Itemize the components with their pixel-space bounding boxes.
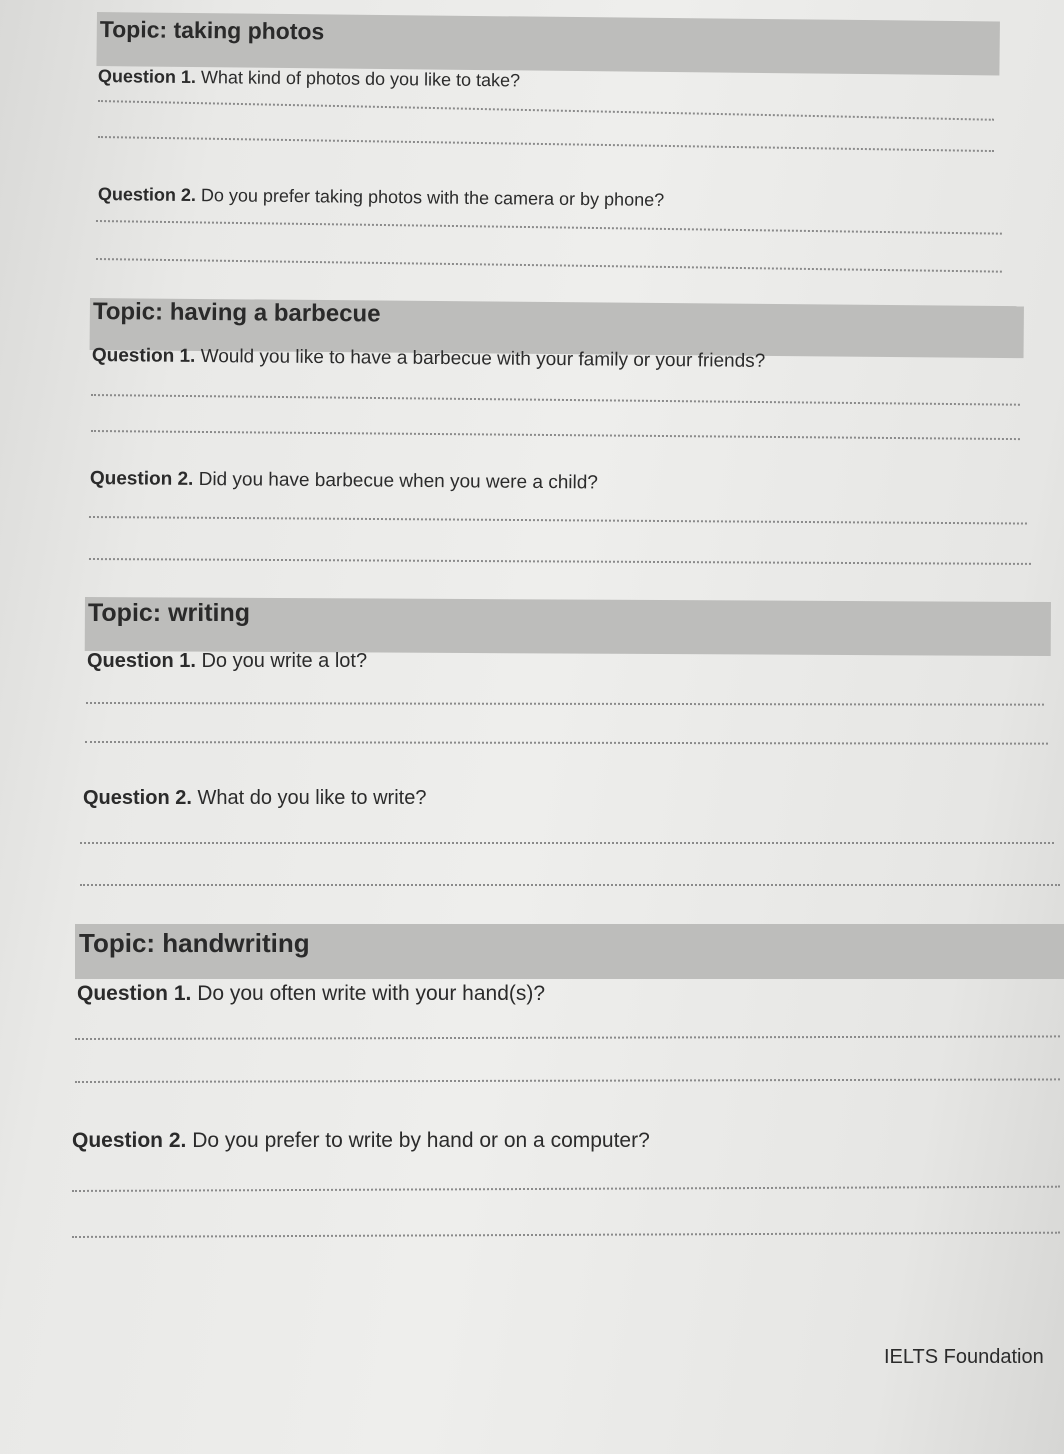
answer-line[interactable] — [72, 1186, 1060, 1192]
question-number: Question 2. — [83, 787, 192, 809]
topic-title: Topic: writing — [88, 599, 251, 627]
question-number: Question 2. — [97, 184, 197, 206]
question-text: Do you often write with your hand(s)? — [197, 982, 546, 1005]
question-number: Question 1. — [77, 982, 192, 1005]
answer-line[interactable] — [75, 1035, 1060, 1040]
answer-line[interactable] — [98, 100, 994, 121]
answer-line[interactable] — [89, 516, 1027, 525]
question-prompt — [92, 345, 766, 373]
question-text: Do you prefer taking photos with the camera or by phone? — [200, 185, 665, 210]
answer-line[interactable] — [89, 558, 1031, 565]
question-text: Do you prefer to write by hand or on a computer? — [192, 1129, 650, 1152]
answer-line[interactable] — [91, 394, 1020, 406]
question-prompt — [83, 787, 426, 810]
question-prompt — [98, 184, 665, 211]
question-prompt — [72, 1129, 650, 1153]
answer-line[interactable] — [80, 884, 1060, 886]
topic-title: Topic: having a barbecue — [92, 298, 381, 328]
footer-label: IELTS Foundation — [884, 1346, 1044, 1368]
question-text: Would you like to have a barbecue with your family or your friends? — [200, 345, 766, 372]
answer-line[interactable] — [91, 430, 1020, 440]
answer-line[interactable] — [98, 136, 994, 152]
question-prompt — [87, 650, 367, 673]
answer-line[interactable] — [96, 220, 1002, 235]
question-text: Did you have barbecue when you were a child? — [198, 468, 598, 494]
question-number: Question 1. — [87, 650, 196, 672]
question-number: Question 1. — [97, 66, 197, 88]
topic-title: Topic: taking photos — [99, 16, 325, 45]
topic-title: Topic: handwriting — [79, 928, 310, 958]
answer-line[interactable] — [80, 842, 1054, 844]
answer-line[interactable] — [85, 741, 1048, 745]
answer-line[interactable] — [86, 702, 1044, 706]
question-text: What kind of photos do you like to take? — [200, 67, 521, 91]
answer-line[interactable] — [72, 1232, 1060, 1238]
question-prompt — [77, 982, 545, 1006]
question-text: Do you write a lot? — [201, 650, 368, 672]
question-prompt — [98, 66, 520, 91]
question-number: Question 2. — [89, 468, 194, 490]
answer-line[interactable] — [96, 258, 1002, 273]
answer-line[interactable] — [75, 1078, 1060, 1083]
question-text: What do you like to write? — [197, 787, 427, 809]
question-number: Question 2. — [72, 1129, 187, 1152]
question-number: Question 1. — [91, 345, 196, 367]
question-prompt — [90, 468, 598, 494]
